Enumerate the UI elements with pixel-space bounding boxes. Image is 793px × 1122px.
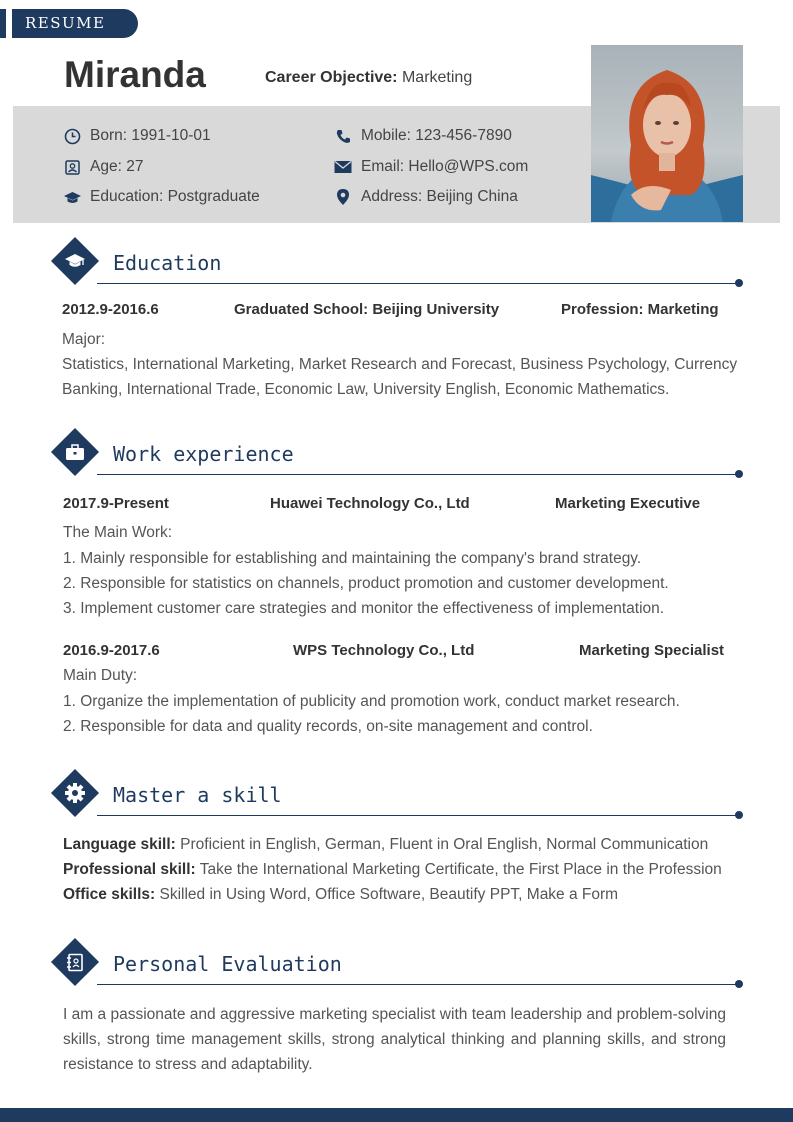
section-divider	[97, 815, 739, 816]
skill-office	[63, 886, 618, 904]
resume-tab-label: RESUME	[12, 9, 138, 38]
job-1-period: 2017.9-Present	[63, 495, 169, 512]
mobile-label: Mobile:	[361, 127, 411, 144]
section-divider	[97, 984, 739, 985]
skill-value: Take the International Marketing Certificate, the First Place in the Profession	[199, 861, 722, 878]
location-pin-icon	[333, 187, 353, 207]
section-divider	[97, 474, 739, 475]
age-label: Age:	[90, 158, 122, 175]
graduation-cap-icon	[63, 249, 87, 273]
major-line-2: Banking, International Trade, Economic Law, University English, Economic Mathematics.	[62, 381, 670, 398]
graduation-cap-icon	[62, 187, 82, 207]
skill-value: Skilled in Using Word, Office Software, Beautify PPT, Make a Form	[159, 886, 619, 903]
profile-photo	[591, 45, 743, 222]
tab-accent-bar	[0, 9, 6, 38]
section-title: Master a skill	[113, 783, 282, 807]
skill-label: Professional skill:	[63, 861, 196, 878]
id-card-icon	[62, 157, 82, 177]
info-born	[62, 126, 211, 146]
resume-tab	[0, 9, 138, 38]
born-value: 1991-10-01	[131, 127, 211, 144]
divider-dot	[735, 470, 743, 478]
info-education	[62, 187, 260, 207]
info-email	[333, 157, 528, 177]
education-label: Education:	[90, 188, 164, 205]
skill-label: Office skills:	[63, 886, 156, 903]
objective-value: Marketing	[401, 69, 473, 86]
job-1-duty-label: The Main Work:	[63, 524, 173, 541]
address-value: Beijing China	[426, 188, 518, 205]
major-label: Major:	[62, 331, 106, 348]
section-education	[53, 241, 743, 291]
section-divider	[97, 283, 739, 284]
gear-icon	[63, 781, 87, 805]
info-age	[62, 157, 143, 177]
address-label: Address:	[361, 188, 423, 205]
born-label: Born:	[90, 127, 128, 144]
job-1-duty-1: 1. Mainly responsible for establishing and maintaining the company's brand strategy.	[63, 550, 642, 567]
section-personal-evaluation	[53, 942, 743, 992]
education-school: Graduated School: Beijing University	[234, 301, 500, 318]
briefcase-icon	[63, 440, 87, 464]
divider-dot	[735, 811, 743, 819]
job-2-duty-label: Main Duty:	[63, 667, 138, 684]
footer-bar	[0, 1108, 793, 1122]
major-line-1: Statistics, International Marketing, Market Research and Forecast, Business Psychology, Currency	[62, 356, 738, 373]
job-1-position: Marketing Executive	[555, 495, 701, 512]
job-1-duty-2: 2. Responsible for statistics on channels, product promotion and customer development.	[63, 575, 669, 592]
clock-icon	[62, 126, 82, 146]
skill-value: Proficient in English, German, Fluent in Oral English, Normal Communication	[180, 836, 709, 853]
envelope-icon	[333, 157, 353, 177]
phone-icon	[333, 126, 353, 146]
evaluation-text: I am a passionate and aggressive marketing specialist with team leadership and problem-solving skills, strong time management skills, strong analytical thinking and planning skills, and strong resistance to stress and adaptability.	[63, 1006, 726, 1073]
divider-dot	[735, 980, 743, 988]
section-title: Work experience	[113, 442, 294, 466]
skill-label: Language skill:	[63, 836, 176, 853]
info-mobile	[333, 126, 512, 146]
job-2-period: 2016.9-2017.6	[63, 642, 160, 659]
info-address	[333, 187, 518, 207]
email-label: Email:	[361, 158, 405, 175]
divider-dot	[735, 279, 743, 287]
career-objective	[265, 69, 472, 87]
section-skills	[53, 773, 743, 823]
section-work-experience	[53, 432, 743, 482]
job-2-company: WPS Technology Co., Ltd	[293, 642, 475, 659]
education-value: Postgraduate	[167, 188, 260, 205]
job-2-duty-1: 1. Organize the implementation of publicity and promotion work, conduct market research.	[63, 693, 680, 710]
section-title: Education	[113, 251, 222, 275]
education-profession: Profession: Marketing	[561, 301, 719, 318]
job-1-duty-3: 3. Implement customer care strategies and monitor the effectiveness of implementation.	[63, 600, 665, 617]
mobile-value: 123-456-7890	[415, 127, 512, 144]
job-1-company: Huawei Technology Co., Ltd	[270, 495, 470, 512]
email-value: Hello@WPS.com	[408, 158, 529, 175]
objective-label: Career Objective:	[265, 69, 398, 86]
education-period: 2012.9-2016.6	[62, 301, 159, 318]
skill-language	[63, 836, 708, 854]
job-2-position: Marketing Specialist	[579, 642, 725, 659]
age-value: 27	[126, 158, 144, 175]
candidate-name: Miranda	[64, 54, 206, 95]
notebook-icon	[63, 950, 87, 974]
job-2-duty-2: 2. Responsible for data and quality records, on-site management and control.	[63, 718, 593, 735]
section-title: Personal Evaluation	[113, 952, 342, 976]
skill-professional	[63, 861, 722, 879]
